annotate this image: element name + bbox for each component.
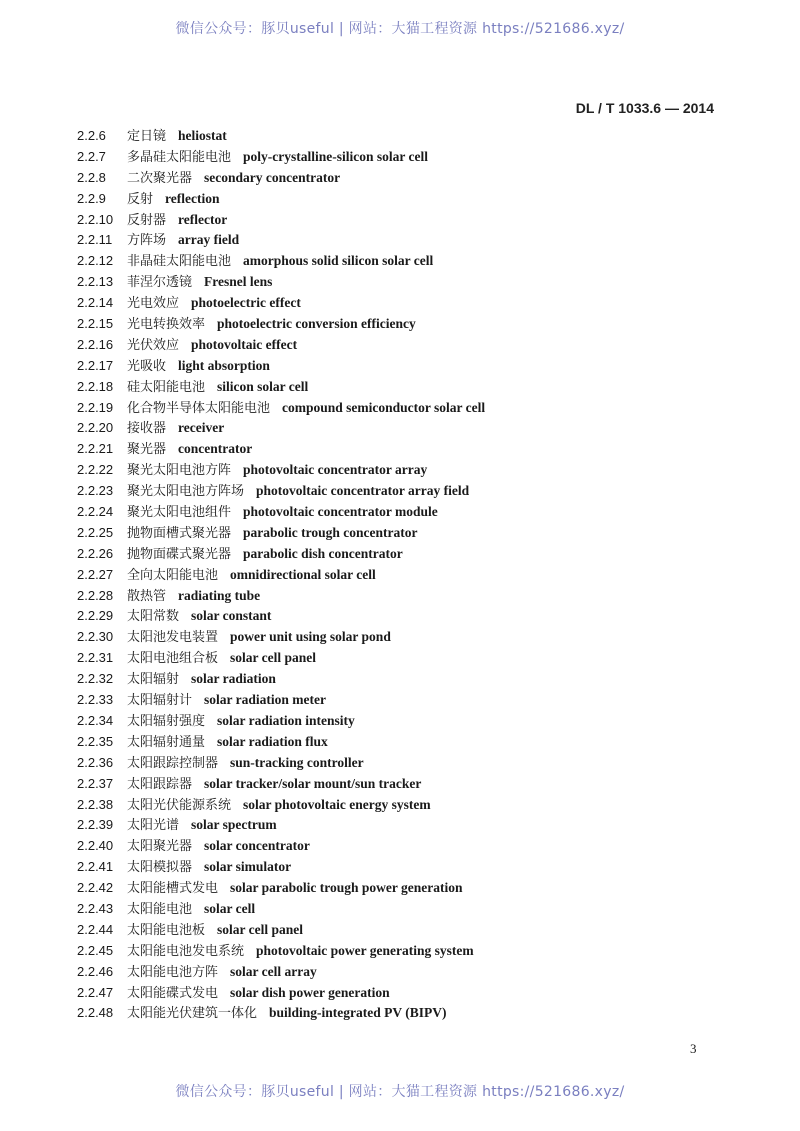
term-chinese: 太阳辐射计 bbox=[127, 693, 193, 709]
term-entry bbox=[77, 189, 717, 210]
term-english: photovoltaic concentrator array bbox=[243, 462, 428, 478]
term-chinese: 太阳辐射 bbox=[127, 672, 180, 688]
term-english: heliostat bbox=[178, 128, 227, 143]
term-number: 2.2.42 bbox=[77, 880, 114, 896]
term-number: 2.2.11 bbox=[77, 232, 113, 248]
term-chinese: 二次聚光器 bbox=[127, 170, 193, 186]
term-number: 2.2.43 bbox=[77, 900, 114, 916]
term-chinese: 菲涅尔透镜 bbox=[127, 275, 193, 291]
term-number: 2.2.28 bbox=[77, 587, 114, 603]
term-number: 2.2.18 bbox=[77, 378, 114, 394]
term-english: photovoltaic effect bbox=[191, 336, 298, 352]
term-english: radiating tube bbox=[178, 587, 261, 603]
term-chinese: 太阳光伏能源系统 bbox=[127, 797, 232, 813]
term-english: compound semiconductor solar cell bbox=[282, 399, 486, 415]
term-chinese: 聚光器 bbox=[127, 442, 167, 458]
term-chinese: 太阳电池组合板 bbox=[127, 651, 219, 667]
term-entry bbox=[77, 356, 717, 377]
term-entry bbox=[77, 523, 717, 544]
term-english: photovoltaic power generating system bbox=[256, 942, 474, 958]
term-entry bbox=[77, 627, 717, 648]
document-code: DL / T 1033.6 — 2014 bbox=[575, 100, 714, 116]
term-number: 2.2.9 bbox=[77, 190, 106, 206]
term-entry bbox=[77, 251, 717, 272]
term-entry bbox=[77, 502, 717, 523]
term-number: 2.2.34 bbox=[77, 712, 114, 728]
term-entry bbox=[77, 314, 717, 335]
term-chinese: 聚光太阳电池组件 bbox=[127, 505, 232, 521]
term-chinese: 定日镜 bbox=[127, 129, 167, 144]
term-entry bbox=[77, 836, 717, 857]
term-number: 2.2.14 bbox=[77, 295, 114, 311]
term-chinese: 反射器 bbox=[127, 212, 167, 228]
term-english: parabolic trough concentrator bbox=[243, 524, 418, 540]
term-entry bbox=[77, 335, 717, 356]
term-entry bbox=[77, 147, 717, 168]
term-english: solar cell panel bbox=[217, 921, 304, 937]
term-number: 2.2.29 bbox=[77, 608, 114, 624]
term-number: 2.2.17 bbox=[77, 357, 114, 373]
term-chinese: 硅太阳能电池 bbox=[127, 379, 206, 395]
term-entry bbox=[77, 857, 717, 878]
term-number: 2.2.46 bbox=[77, 963, 114, 979]
term-number: 2.2.40 bbox=[77, 838, 114, 854]
watermark-bottom: 微信公众号：豚贝useful | 网站：大猫工程资源 https://521686.xyz/ bbox=[175, 1084, 625, 1100]
term-entry bbox=[77, 398, 717, 419]
term-number: 2.2.19 bbox=[77, 399, 114, 415]
term-number: 2.2.20 bbox=[77, 420, 114, 436]
term-entry bbox=[77, 418, 717, 439]
term-english: amorphous solid silicon solar cell bbox=[243, 253, 434, 269]
term-number: 2.2.32 bbox=[77, 671, 114, 687]
term-english: photovoltaic concentrator array field bbox=[256, 483, 470, 499]
term-chinese: 全向太阳能电池 bbox=[127, 567, 219, 583]
term-entry bbox=[77, 1003, 717, 1024]
term-chinese: 太阳池发电装置 bbox=[127, 630, 219, 646]
term-english: solar cell bbox=[204, 900, 256, 916]
page-number: 3 bbox=[690, 1041, 697, 1056]
term-number: 2.2.41 bbox=[77, 859, 114, 875]
term-chinese: 太阳能电池 bbox=[127, 901, 193, 917]
term-english: solar cell panel bbox=[230, 650, 317, 666]
term-chinese: 方阵场 bbox=[127, 233, 167, 249]
term-english: reflector bbox=[178, 211, 228, 227]
term-number: 2.2.23 bbox=[77, 483, 114, 499]
term-english: solar parabolic trough power generation bbox=[230, 880, 463, 896]
term-chinese: 太阳能电池板 bbox=[127, 922, 206, 938]
term-entry bbox=[77, 795, 717, 816]
term-number: 2.2.26 bbox=[77, 545, 114, 561]
term-english: solar simulator bbox=[204, 859, 292, 875]
term-entry bbox=[77, 586, 717, 607]
term-number: 2.2.37 bbox=[77, 775, 114, 791]
term-entry bbox=[77, 460, 717, 481]
term-number: 2.2.6 bbox=[77, 128, 106, 143]
term-english: solar radiation flux bbox=[217, 733, 328, 749]
term-english: reflection bbox=[165, 190, 220, 206]
term-english: light absorption bbox=[178, 357, 270, 373]
term-english: Fresnel lens bbox=[204, 274, 273, 290]
term-chinese: 化合物半导体太阳能电池 bbox=[127, 400, 271, 416]
term-english: silicon solar cell bbox=[217, 378, 309, 394]
term-number: 2.2.47 bbox=[77, 984, 114, 1000]
term-chinese: 太阳常数 bbox=[127, 609, 180, 625]
term-chinese: 非晶硅太阳能电池 bbox=[127, 254, 232, 270]
term-english: solar concentrator bbox=[204, 838, 310, 854]
term-entry bbox=[77, 732, 717, 753]
term-english: array field bbox=[178, 232, 240, 248]
term-chinese: 光电转换效率 bbox=[127, 317, 206, 333]
term-chinese: 多晶硅太阳能电池 bbox=[127, 149, 232, 165]
term-entry bbox=[77, 377, 717, 398]
term-chinese: 散热管 bbox=[127, 588, 167, 604]
term-number: 2.2.27 bbox=[77, 566, 114, 582]
term-entry bbox=[77, 690, 717, 711]
term-chinese: 光吸收 bbox=[127, 358, 167, 374]
term-chinese: 太阳能光伏建筑一体化 bbox=[127, 1006, 258, 1022]
term-entry bbox=[77, 669, 717, 690]
term-english: photoelectric conversion efficiency bbox=[217, 316, 416, 332]
term-number: 2.2.25 bbox=[77, 524, 114, 540]
term-entry bbox=[77, 983, 717, 1004]
term-entry bbox=[77, 168, 717, 189]
term-chinese: 聚光太阳电池方阵场 bbox=[127, 484, 245, 500]
term-english: solar radiation meter bbox=[204, 692, 326, 708]
term-english: photoelectric effect bbox=[191, 295, 301, 311]
term-chinese: 太阳能碟式发电 bbox=[127, 985, 219, 1001]
term-number: 2.2.12 bbox=[77, 253, 114, 269]
term-number: 2.2.16 bbox=[77, 336, 114, 352]
term-english: parabolic dish concentrator bbox=[243, 545, 403, 561]
term-chinese: 太阳能电池发电系统 bbox=[127, 943, 245, 959]
term-chinese: 太阳光谱 bbox=[127, 818, 180, 834]
term-number: 2.2.8 bbox=[77, 169, 106, 185]
term-number: 2.2.24 bbox=[77, 504, 114, 520]
term-number: 2.2.48 bbox=[77, 1005, 114, 1021]
term-english: sun-tracking controller bbox=[230, 754, 364, 770]
term-chinese: 太阳聚光器 bbox=[127, 839, 193, 855]
term-english: solar tracker/solar mount/sun tracker bbox=[204, 775, 422, 791]
term-chinese: 太阳辐射通量 bbox=[127, 734, 206, 750]
term-english: power unit using solar pond bbox=[230, 629, 391, 645]
watermark-top: 微信公众号：豚贝useful | 网站：大猫工程资源 https://521686.xyz/ bbox=[175, 21, 625, 37]
term-chinese: 抛物面碟式聚光器 bbox=[127, 546, 232, 562]
term-chinese: 太阳模拟器 bbox=[127, 860, 193, 876]
term-entry bbox=[77, 606, 717, 627]
term-entry bbox=[77, 962, 717, 983]
term-entry bbox=[77, 815, 717, 836]
term-entry bbox=[77, 565, 717, 586]
term-english: concentrator bbox=[178, 441, 253, 457]
term-english: solar dish power generation bbox=[230, 984, 390, 1000]
term-number: 2.2.21 bbox=[77, 441, 114, 457]
term-english: poly-crystalline-silicon solar cell bbox=[243, 148, 428, 164]
term-list bbox=[77, 126, 717, 1024]
term-entry bbox=[77, 544, 717, 565]
term-chinese: 光伏效应 bbox=[127, 337, 180, 353]
term-english: building-integrated PV (BIPV) bbox=[269, 1005, 447, 1021]
term-chinese: 反射 bbox=[127, 191, 154, 207]
term-chinese: 抛物面槽式聚光器 bbox=[127, 525, 232, 541]
term-number: 2.2.7 bbox=[77, 148, 106, 164]
term-number: 2.2.33 bbox=[77, 692, 114, 708]
term-english: solar radiation intensity bbox=[217, 712, 355, 728]
term-number: 2.2.39 bbox=[77, 817, 114, 833]
term-chinese: 太阳能电池方阵 bbox=[127, 964, 219, 980]
term-english: solar constant bbox=[191, 608, 272, 624]
term-number: 2.2.15 bbox=[77, 316, 114, 332]
term-entry bbox=[77, 230, 717, 251]
term-entry bbox=[77, 899, 717, 920]
term-entry bbox=[77, 126, 717, 147]
term-number: 2.2.10 bbox=[77, 211, 114, 227]
term-entry bbox=[77, 774, 717, 795]
term-chinese: 太阳辐射强度 bbox=[127, 713, 206, 729]
term-entry bbox=[77, 272, 717, 293]
term-number: 2.2.38 bbox=[77, 796, 114, 812]
term-entry bbox=[77, 920, 717, 941]
term-entry bbox=[77, 648, 717, 669]
term-number: 2.2.44 bbox=[77, 921, 114, 937]
term-english: omnidirectional solar cell bbox=[230, 566, 376, 582]
term-number: 2.2.45 bbox=[77, 942, 114, 958]
term-entry bbox=[77, 878, 717, 899]
term-entry bbox=[77, 753, 717, 774]
term-english: receiver bbox=[178, 420, 225, 436]
term-number: 2.2.22 bbox=[77, 462, 114, 478]
term-number: 2.2.36 bbox=[77, 754, 114, 770]
term-number: 2.2.31 bbox=[77, 650, 114, 666]
term-entry bbox=[77, 941, 717, 962]
term-chinese: 光电效应 bbox=[127, 296, 180, 312]
term-english: solar cell array bbox=[230, 963, 317, 979]
term-entry bbox=[77, 439, 717, 460]
term-english: secondary concentrator bbox=[204, 169, 341, 185]
term-entry bbox=[77, 293, 717, 314]
term-number: 2.2.13 bbox=[77, 274, 114, 290]
term-chinese: 太阳跟踪控制器 bbox=[127, 755, 219, 771]
term-english: solar spectrum bbox=[191, 817, 277, 833]
term-chinese: 太阳能槽式发电 bbox=[127, 881, 219, 897]
term-number: 2.2.35 bbox=[77, 733, 114, 749]
term-entry bbox=[77, 711, 717, 732]
term-chinese: 太阳跟踪器 bbox=[127, 776, 193, 792]
term-entry bbox=[77, 210, 717, 231]
term-number: 2.2.30 bbox=[77, 629, 114, 645]
term-chinese: 聚光太阳电池方阵 bbox=[127, 463, 232, 479]
term-english: solar radiation bbox=[191, 671, 276, 687]
term-chinese: 接收器 bbox=[127, 421, 167, 437]
term-english: photovoltaic concentrator module bbox=[243, 504, 438, 520]
term-entry bbox=[77, 481, 717, 502]
term-english: solar photovoltaic energy system bbox=[243, 796, 431, 812]
